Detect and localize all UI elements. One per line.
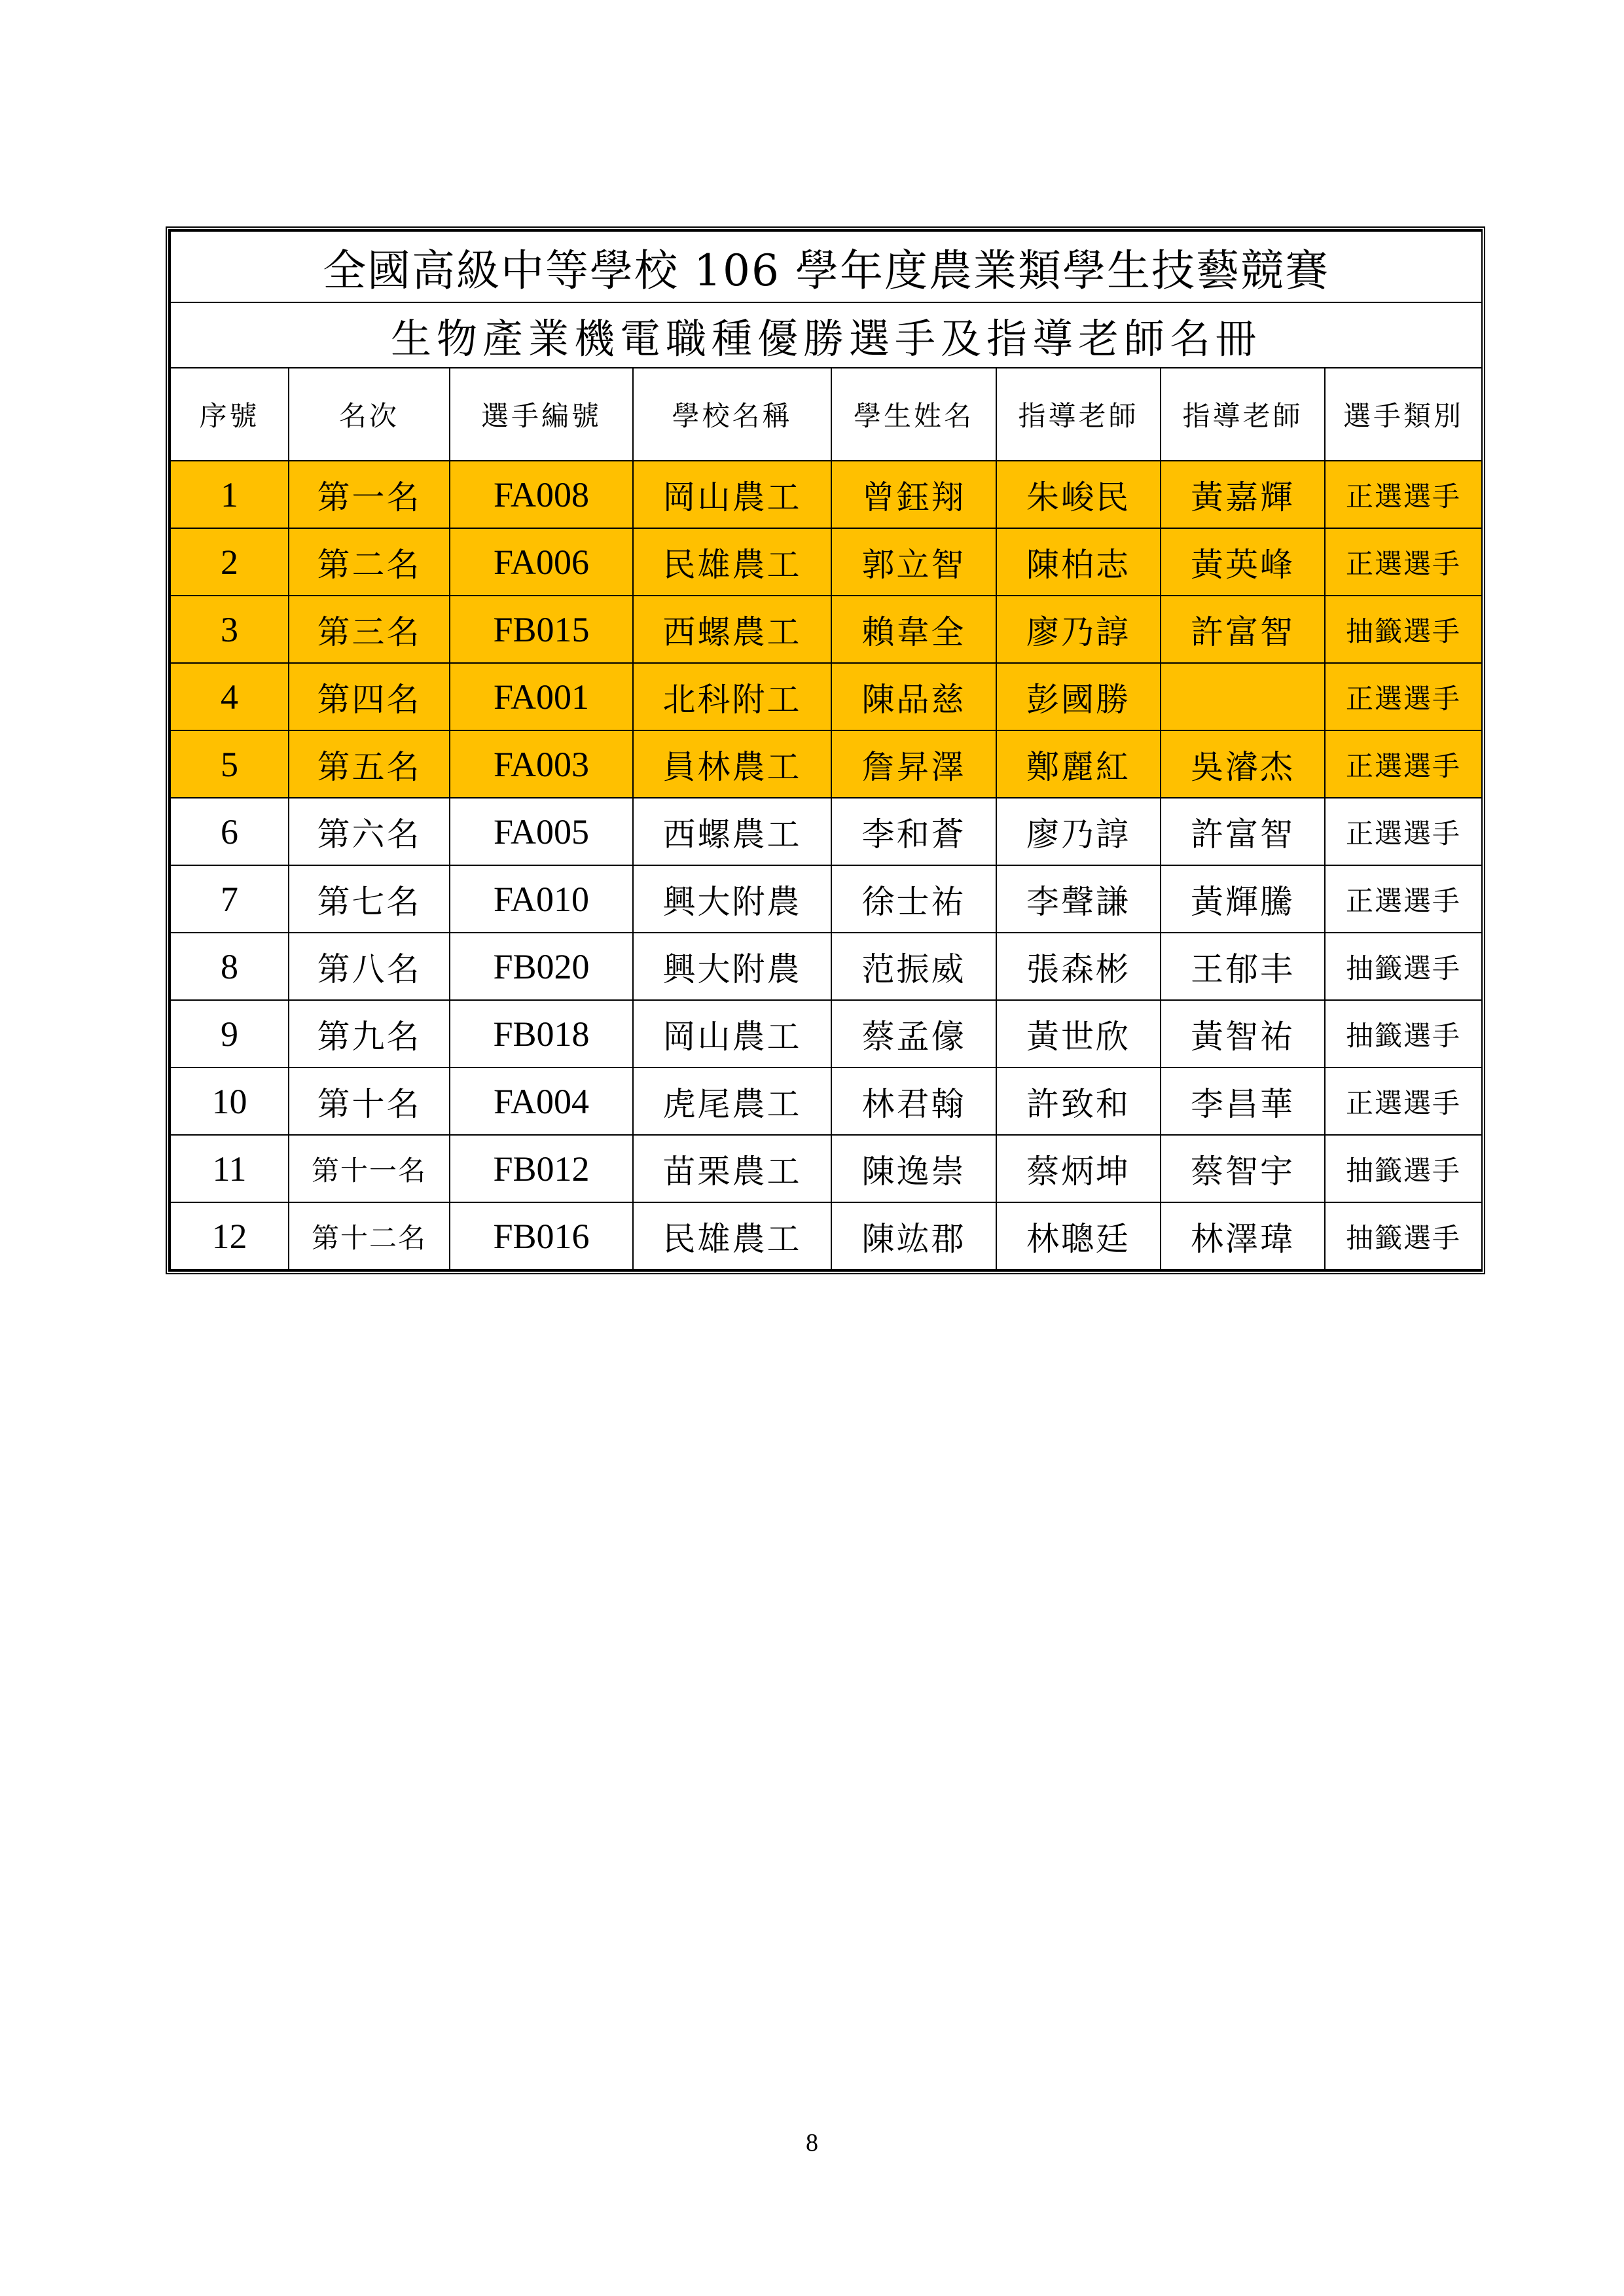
cell-type: 抽籤選手 bbox=[1325, 596, 1482, 663]
cell-student: 郭立智 bbox=[831, 528, 996, 596]
cell-teacher-1: 張森彬 bbox=[996, 933, 1161, 1000]
cell-rank: 第十名 bbox=[289, 1067, 450, 1135]
cell-rank: 第二名 bbox=[289, 528, 450, 596]
cell-student: 陳竑郡 bbox=[831, 1202, 996, 1270]
header-student: 學生姓名 bbox=[831, 368, 996, 461]
cell-school: 苗栗農工 bbox=[633, 1135, 831, 1202]
table-header-row bbox=[170, 368, 1482, 461]
cell-teacher-2: 林澤瑋 bbox=[1161, 1202, 1325, 1270]
cell-no: 12 bbox=[170, 1202, 289, 1270]
cell-school: 民雄農工 bbox=[633, 1202, 831, 1270]
cell-teacher-2 bbox=[1161, 663, 1325, 730]
cell-student: 曾鈺翔 bbox=[831, 461, 996, 528]
cell-rank: 第八名 bbox=[289, 933, 450, 1000]
document-title: 全國高級中等學校 106 學年度農業類學生技藝競賽 bbox=[170, 231, 1482, 302]
cell-teacher-1: 彭國勝 bbox=[996, 663, 1161, 730]
cell-teacher-1: 李聲謙 bbox=[996, 865, 1161, 933]
cell-teacher-2: 吳濬杰 bbox=[1161, 730, 1325, 798]
table-row bbox=[170, 1135, 1482, 1202]
table-row bbox=[170, 1067, 1482, 1135]
cell-no: 6 bbox=[170, 798, 289, 865]
cell-type: 抽籤選手 bbox=[1325, 1202, 1482, 1270]
cell-student: 林君翰 bbox=[831, 1067, 996, 1135]
cell-student: 蔡孟儫 bbox=[831, 1000, 996, 1067]
cell-school: 岡山農工 bbox=[633, 1000, 831, 1067]
cell-teacher-1: 許致和 bbox=[996, 1067, 1161, 1135]
cell-code: FA005 bbox=[450, 798, 633, 865]
roster-table-frame bbox=[166, 226, 1485, 1274]
cell-no: 1 bbox=[170, 461, 289, 528]
table-row bbox=[170, 865, 1482, 933]
cell-teacher-1: 黃世欣 bbox=[996, 1000, 1161, 1067]
cell-code: FA001 bbox=[450, 663, 633, 730]
cell-school: 民雄農工 bbox=[633, 528, 831, 596]
cell-teacher-1: 林聰廷 bbox=[996, 1202, 1161, 1270]
cell-teacher-2: 李昌華 bbox=[1161, 1067, 1325, 1135]
cell-teacher-2: 黃嘉輝 bbox=[1161, 461, 1325, 528]
cell-code: FB015 bbox=[450, 596, 633, 663]
cell-school: 興大附農 bbox=[633, 933, 831, 1000]
cell-school: 北科附工 bbox=[633, 663, 831, 730]
header-type: 選手類別 bbox=[1325, 368, 1482, 461]
cell-teacher-2: 許富智 bbox=[1161, 596, 1325, 663]
cell-school: 岡山農工 bbox=[633, 461, 831, 528]
cell-no: 11 bbox=[170, 1135, 289, 1202]
header-teacher-1: 指導老師 bbox=[996, 368, 1161, 461]
cell-teacher-1: 鄭麗紅 bbox=[996, 730, 1161, 798]
cell-rank: 第四名 bbox=[289, 663, 450, 730]
cell-no: 7 bbox=[170, 865, 289, 933]
cell-code: FA008 bbox=[450, 461, 633, 528]
header-school: 學校名稱 bbox=[633, 368, 831, 461]
cell-teacher-2: 蔡智宇 bbox=[1161, 1135, 1325, 1202]
cell-code: FA006 bbox=[450, 528, 633, 596]
cell-school: 西螺農工 bbox=[633, 798, 831, 865]
cell-teacher-1: 廖乃諄 bbox=[996, 798, 1161, 865]
table-row bbox=[170, 798, 1482, 865]
cell-no: 4 bbox=[170, 663, 289, 730]
cell-type: 抽籤選手 bbox=[1325, 1135, 1482, 1202]
cell-code: FB020 bbox=[450, 933, 633, 1000]
cell-type: 抽籤選手 bbox=[1325, 933, 1482, 1000]
cell-no: 9 bbox=[170, 1000, 289, 1067]
cell-code: FA004 bbox=[450, 1067, 633, 1135]
cell-student: 賴韋全 bbox=[831, 596, 996, 663]
cell-student: 陳逸崇 bbox=[831, 1135, 996, 1202]
cell-rank: 第十一名 bbox=[289, 1135, 450, 1202]
cell-no: 3 bbox=[170, 596, 289, 663]
cell-type: 正選選手 bbox=[1325, 528, 1482, 596]
cell-student: 李和蒼 bbox=[831, 798, 996, 865]
cell-code: FA010 bbox=[450, 865, 633, 933]
header-no: 序號 bbox=[170, 368, 289, 461]
cell-rank: 第九名 bbox=[289, 1000, 450, 1067]
page-number: 8 bbox=[806, 2129, 818, 2157]
header-teacher-2: 指導老師 bbox=[1161, 368, 1325, 461]
document-subtitle: 生物產業機電職種優勝選手及指導老師名冊 bbox=[170, 302, 1482, 368]
table-row bbox=[170, 663, 1482, 730]
cell-teacher-1: 蔡炳坤 bbox=[996, 1135, 1161, 1202]
cell-type: 正選選手 bbox=[1325, 1067, 1482, 1135]
cell-student: 詹昇澤 bbox=[831, 730, 996, 798]
cell-teacher-2: 許富智 bbox=[1161, 798, 1325, 865]
cell-no: 8 bbox=[170, 933, 289, 1000]
cell-rank: 第一名 bbox=[289, 461, 450, 528]
cell-type: 正選選手 bbox=[1325, 730, 1482, 798]
cell-code: FB012 bbox=[450, 1135, 633, 1202]
table-row bbox=[170, 933, 1482, 1000]
cell-rank: 第七名 bbox=[289, 865, 450, 933]
table-row bbox=[170, 596, 1482, 663]
cell-teacher-1: 朱峻民 bbox=[996, 461, 1161, 528]
cell-teacher-2: 黃輝騰 bbox=[1161, 865, 1325, 933]
cell-code: FB018 bbox=[450, 1000, 633, 1067]
cell-school: 員林農工 bbox=[633, 730, 831, 798]
cell-type: 抽籤選手 bbox=[1325, 1000, 1482, 1067]
table-row bbox=[170, 461, 1482, 528]
cell-type: 正選選手 bbox=[1325, 461, 1482, 528]
cell-school: 西螺農工 bbox=[633, 596, 831, 663]
table-row bbox=[170, 730, 1482, 798]
cell-student: 徐士祐 bbox=[831, 865, 996, 933]
cell-no: 10 bbox=[170, 1067, 289, 1135]
cell-teacher-2: 王郁丰 bbox=[1161, 933, 1325, 1000]
cell-type: 正選選手 bbox=[1325, 798, 1482, 865]
cell-no: 2 bbox=[170, 528, 289, 596]
table-row bbox=[170, 1202, 1482, 1270]
cell-rank: 第三名 bbox=[289, 596, 450, 663]
cell-rank: 第六名 bbox=[289, 798, 450, 865]
cell-code: FB016 bbox=[450, 1202, 633, 1270]
table-row bbox=[170, 1000, 1482, 1067]
cell-code: FA003 bbox=[450, 730, 633, 798]
table-row bbox=[170, 528, 1482, 596]
cell-student: 范振威 bbox=[831, 933, 996, 1000]
cell-school: 興大附農 bbox=[633, 865, 831, 933]
cell-type: 正選選手 bbox=[1325, 663, 1482, 730]
cell-teacher-2: 黃英峰 bbox=[1161, 528, 1325, 596]
cell-teacher-2: 黃智祐 bbox=[1161, 1000, 1325, 1067]
cell-teacher-1: 廖乃諄 bbox=[996, 596, 1161, 663]
cell-rank: 第十二名 bbox=[289, 1202, 450, 1270]
header-rank: 名次 bbox=[289, 368, 450, 461]
cell-student: 陳品慈 bbox=[831, 663, 996, 730]
cell-school: 虎尾農工 bbox=[633, 1067, 831, 1135]
roster-table bbox=[170, 230, 1483, 1270]
cell-no: 5 bbox=[170, 730, 289, 798]
header-code: 選手編號 bbox=[450, 368, 633, 461]
cell-rank: 第五名 bbox=[289, 730, 450, 798]
cell-teacher-1: 陳柏志 bbox=[996, 528, 1161, 596]
cell-type: 正選選手 bbox=[1325, 865, 1482, 933]
